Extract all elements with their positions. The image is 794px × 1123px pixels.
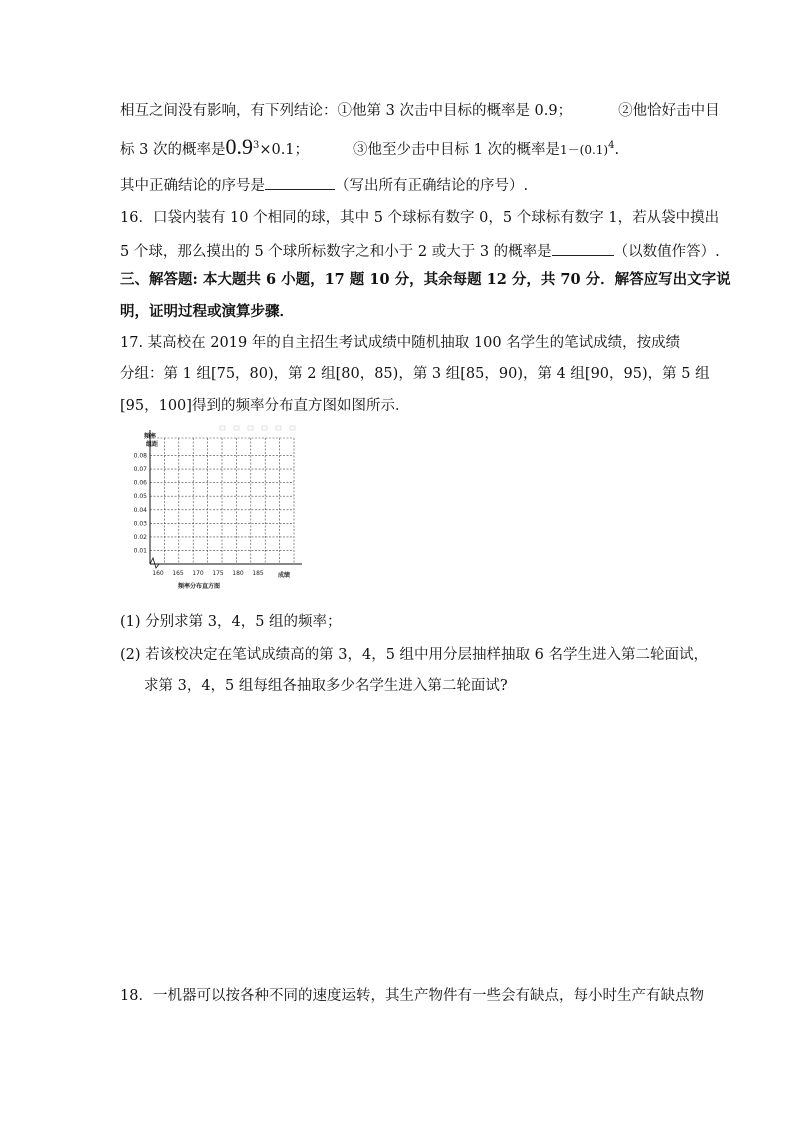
q15-line-1 <box>120 101 720 121</box>
toolbar-mark-4 <box>276 426 281 430</box>
q16-text-3: （以数值作答）. <box>613 244 720 260</box>
section-3-line-2 <box>120 302 294 322</box>
frequency-histogram <box>118 424 308 594</box>
formula-tail: ×0.1； <box>259 141 310 158</box>
y-axis-label-line-2: 组距 <box>146 441 159 448</box>
q15-line-3 <box>120 175 528 196</box>
toolbar-mark-2 <box>248 426 253 430</box>
y-axis-label-line-1: 频率 <box>144 433 157 440</box>
chart-title: 频率分布直方图 <box>178 583 221 590</box>
y-tick-0.01: 0.01 <box>133 547 147 555</box>
q17-text-3: [95，100]得到的频率分布直方图如图所示． <box>120 398 410 414</box>
formula-base: 0.9 <box>225 133 253 159</box>
answer-blank-16 <box>552 241 614 256</box>
toolbar-mark-5 <box>290 426 295 430</box>
q17-part-2-line-2 <box>144 676 508 696</box>
toolbar-mark-1 <box>234 426 239 430</box>
y-tick-0.04: 0.04 <box>133 506 147 514</box>
q16-text-1: 16．口袋内装有 10 个相同的球，其中 5 个球标有数字 0，5 个球标有数字 1，若从袋中摸出 <box>120 210 720 226</box>
y-tick-0.03: 0.03 <box>133 520 147 528</box>
y-tick-0.07: 0.07 <box>133 466 147 474</box>
q17-line-2 <box>120 364 710 384</box>
formula-3-end: . <box>614 141 620 158</box>
y-tick-0.02: 0.02 <box>133 533 147 541</box>
y-tick-labels <box>134 453 148 555</box>
image-toolbar-marks <box>220 426 295 430</box>
toolbar-mark-0 <box>220 426 225 430</box>
q17-text-2: 分组：第 1 组[75，80)，第 2 组[80，85)，第 3 组[85，90)，第 4 组[90，95)，第 5 组 <box>120 366 710 382</box>
formula-exponent: 3 <box>252 140 260 151</box>
q16-text-2: 5 个球，那么摸出的 5 个球所标数字之和小于 2 或大于 3 的概率是 <box>120 244 552 260</box>
chart-grid <box>150 438 294 564</box>
x-tick-185: 185 <box>252 570 264 577</box>
x-tick-170: 170 <box>192 570 204 577</box>
q15-conclusion-2-cont: 标 3 次的概率是 <box>120 141 226 158</box>
q17-part-2-line-1 <box>120 645 708 665</box>
q15-answer-prompt: 其中正确结论的序号是 <box>120 178 265 194</box>
q17-part-2-text-cont: 求第 3，4，5 组每组各抽取多少名学生进入第二轮面试? <box>144 678 508 694</box>
q17-part-2-text: (2) 若该校决定在笔试成绩高的第 3，4，5 组中用分层抽样抽取 6 名学生进入第二轮面试， <box>120 647 708 663</box>
q18-line-1 <box>120 986 704 1006</box>
q15-statement: 相互之间没有影响，有下列结论：①他第 3 次击中目标的概率是 0.9； <box>120 103 573 119</box>
q17-line-1 <box>120 333 680 353</box>
q17-part-1 <box>120 612 342 632</box>
section-3-heading: 三、解答题: 本大题共 6 小题，17 题 10 分，其余每题 12 分，共 70 分．解答应写出文字说 <box>120 271 731 288</box>
q15-conclusion-2: ②他恰好击中目 <box>618 103 720 119</box>
q18-text: 18．一机器可以按各种不同的速度运转，其生产物件有一些会有缺点，每小时生产有缺点物 <box>120 988 704 1004</box>
y-tick-0.05: 0.05 <box>133 493 147 501</box>
q17-part-1-text: (1) 分别求第 3，4，5 组的频率； <box>120 614 342 630</box>
formula-3-exponent: 4 <box>608 140 615 151</box>
x-tick-165: 165 <box>172 570 184 577</box>
q15-conclusion-3: ③他至少击中目标 1 次的概率是 <box>353 141 560 158</box>
y-tick-0.06: 0.06 <box>133 479 147 487</box>
x-tick-labels <box>152 570 264 577</box>
section-3-heading-cont: 明，证明过程或演算步骤． <box>120 303 294 320</box>
q16-line-1 <box>120 208 719 228</box>
x-tick-175: 175 <box>212 570 224 577</box>
toolbar-mark-3 <box>262 426 267 430</box>
q15-line-2 <box>120 133 620 160</box>
x-axis-label: 成绩 <box>278 572 291 579</box>
q16-line-2 <box>120 241 720 262</box>
answer-blank-15 <box>265 175 335 190</box>
x-tick-180: 180 <box>232 570 244 577</box>
y-tick-0.08: 0.08 <box>133 452 147 460</box>
x-tick-160: 160 <box>152 570 164 577</box>
section-3-line-1 <box>120 270 731 290</box>
axis-break <box>150 558 159 568</box>
q17-line-3 <box>120 396 409 416</box>
formula-3: 1－(0.1) <box>560 142 609 157</box>
q17-text-1: 17. 某高校在 2019 年的自主招生考试成绩中随机抽取 100 名学生的笔试成绩，按成绩 <box>120 335 681 351</box>
q15-answer-hint: （写出所有正确结论的序号）. <box>335 178 529 194</box>
chart-axes <box>150 430 302 568</box>
